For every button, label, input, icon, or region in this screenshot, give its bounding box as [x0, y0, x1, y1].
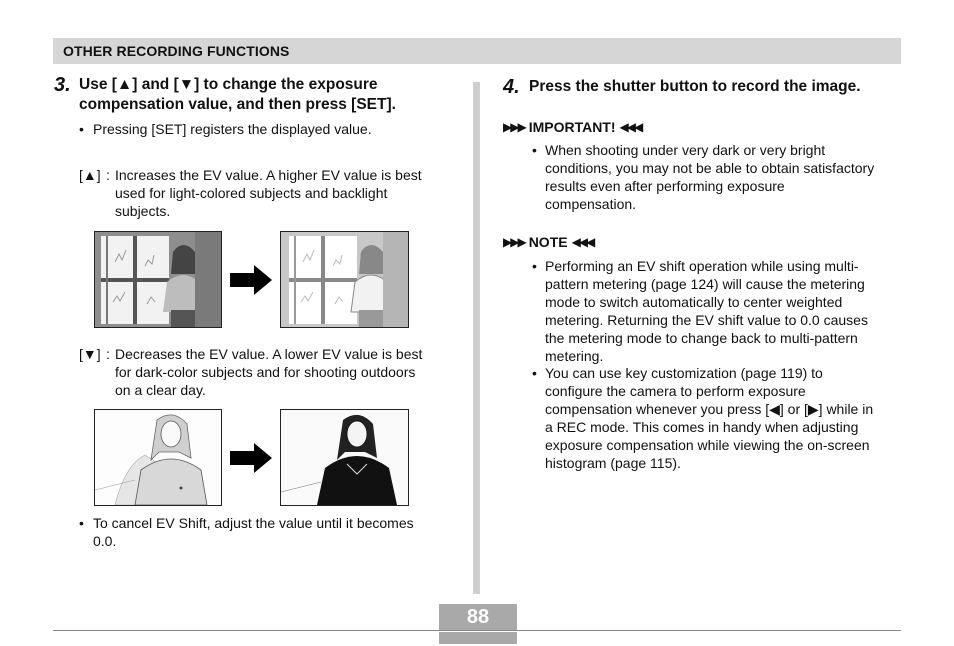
callout-close-marks-icon: ◀◀◀: [619, 120, 642, 134]
bullet-text: [93, 514, 414, 550]
bright-photo-after: [280, 409, 409, 506]
bullet-line-2: configure the camera to perform exposure: [545, 383, 806, 399]
important-bullet: [532, 141, 902, 215]
callout-open-marks-icon: ▶▶▶: [503, 120, 525, 134]
down-key-description: [79, 345, 469, 401]
right-arrow-icon: [230, 265, 272, 295]
bullet-dot: •: [532, 258, 537, 274]
bullet-line-5: the metering mode to change back to multi-pattern: [545, 330, 858, 346]
bullet-text: [545, 141, 874, 213]
bullet-line-3: compensation whenever you press [◀] or [▶] while in: [545, 401, 874, 417]
bullet-dot: •: [532, 365, 537, 381]
bullet-line-2: 0.0.: [93, 533, 117, 549]
up-desc-line-1: Increases the EV value. A higher EV value is best: [115, 167, 422, 183]
up-desc-line-3: subjects.: [115, 203, 171, 219]
callout-close-marks-icon: ◀◀◀: [571, 235, 594, 249]
section-title: OTHER RECORDING FUNCTIONS: [63, 43, 290, 59]
bullet-line-5: exposure compensation while viewing the on-screen: [545, 437, 870, 453]
note-bullet-2: [532, 364, 902, 472]
backlit-photo-after: [280, 231, 409, 328]
bullet-line-1: Performing an EV shift operation while using multi-: [545, 258, 859, 274]
colon: :: [106, 346, 110, 362]
page-number-tab: [439, 632, 517, 644]
bullet-line-6: histogram (page 115).: [545, 455, 681, 471]
bright-photo-before: [94, 409, 222, 506]
section-header-bar: [53, 38, 901, 64]
bullet-line-2: pattern metering (page 124) will cause the metering: [545, 276, 865, 292]
bullet-line-3: results even after performing exposure: [545, 178, 785, 194]
bullet-line-2: conditions, you may not be able to obtain satisfactory: [545, 160, 875, 176]
callout-open-marks-icon: ▶▶▶: [503, 235, 525, 249]
up-key-label: [▲]: [79, 167, 101, 183]
up-key-description: [79, 166, 469, 222]
note-callout: [503, 233, 593, 251]
bullet-line-4: a REC mode. This comes in handy when adjusting: [545, 419, 859, 435]
bullet-line-1: You can use key customization (page 119) to: [545, 365, 823, 381]
bullet-line-6: metering.: [545, 348, 604, 364]
column-divider: [473, 82, 480, 594]
backlit-photo-before: [94, 231, 222, 328]
note-bullet-1: [532, 257, 902, 365]
step-4-number: 4.: [503, 76, 520, 98]
step-4-text: Press the shutter button to record the image.: [529, 78, 861, 95]
bullet-line-4: metering. Returning the EV shift value to 0.0 causes: [545, 312, 868, 328]
step-3-line-1: Use [▲] and [▼] to change the exposure: [79, 76, 378, 93]
down-key-label: [▼]: [79, 346, 101, 362]
bullet-text: [545, 364, 873, 472]
bullet-line-1: When shooting under very dark or very bright: [545, 142, 826, 158]
bullet-text: [545, 257, 868, 365]
down-desc-line-2: for dark-color subjects and for shooting outdoors: [115, 364, 416, 380]
bullet-dot: •: [532, 142, 537, 158]
important-label: IMPORTANT!: [528, 119, 616, 135]
colon: :: [106, 167, 110, 183]
right-arrow-icon: [230, 443, 272, 473]
up-key-desc: [115, 166, 455, 220]
down-key-desc: [115, 345, 455, 399]
bullet-line-4: compensation.: [545, 196, 637, 212]
bullet-dot: •: [79, 121, 84, 137]
note-label: NOTE: [528, 234, 568, 250]
down-desc-line-1: Decreases the EV value. A lower EV value is best: [115, 346, 423, 362]
page-number: 88: [439, 604, 517, 630]
down-desc-line-3: on a clear day.: [115, 382, 206, 398]
up-desc-line-2: used for light-colored subjects and backlight: [115, 185, 388, 201]
footer-rule: [53, 630, 901, 631]
important-callout: [503, 118, 641, 136]
bullet-text: Pressing [SET] registers the displayed value.: [93, 121, 372, 137]
bullet-line-3: mode to switch automatically to center weighted: [545, 294, 843, 310]
bullet-line-1: To cancel EV Shift, adjust the value until it becomes: [93, 515, 414, 531]
step-3-number: 3.: [54, 74, 71, 96]
bullet-dot: •: [79, 515, 84, 531]
bullet-cancel-ev-shift: [79, 514, 469, 554]
step-3-line-2: compensation value, and then press [SET].: [79, 96, 396, 113]
